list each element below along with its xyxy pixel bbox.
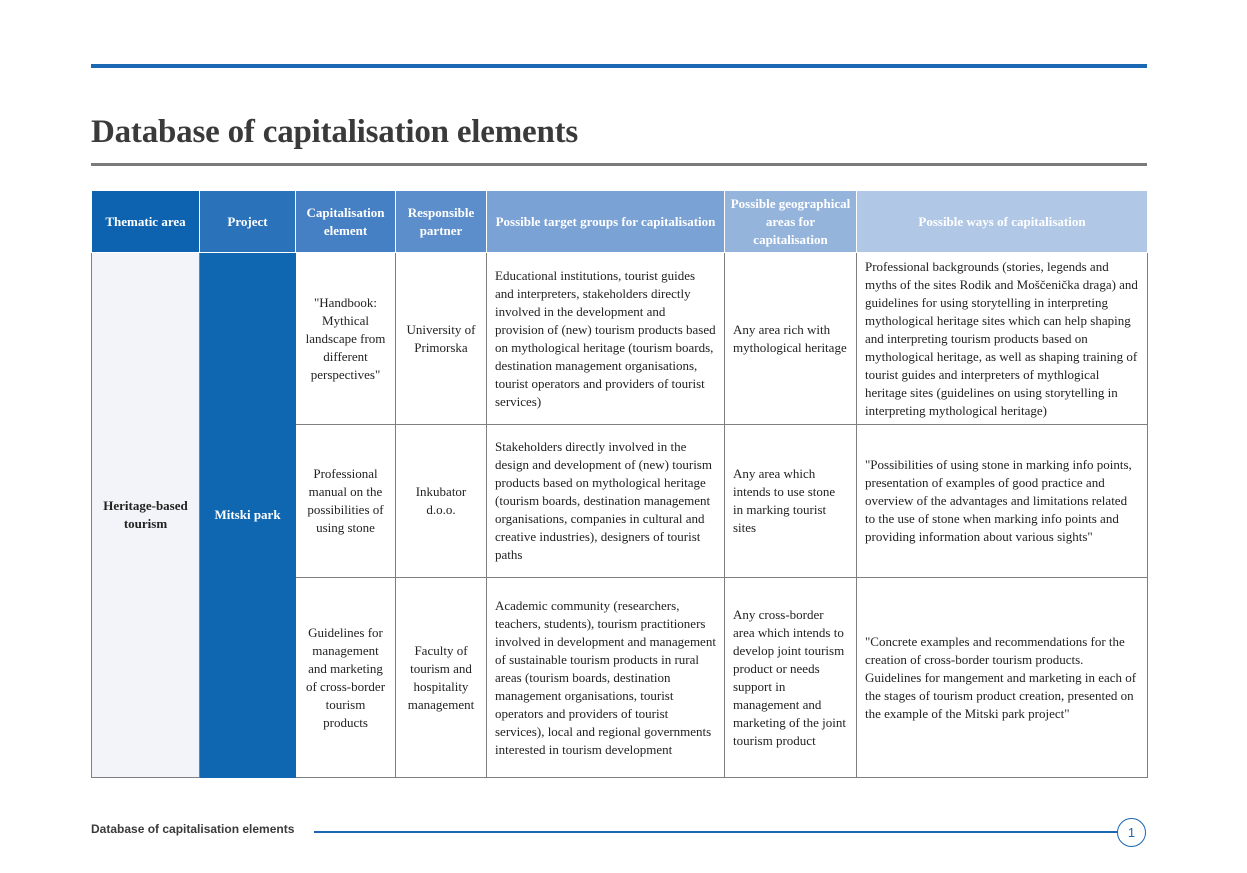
header-responsible-partner: Responsible partner [396,191,487,253]
capitalisation-element-cell: "Handbook: Mythical landscape from different perspectives" [296,253,396,425]
footer-rule [314,831,1118,833]
ways-of-capitalisation-cell: Professional backgrounds (stories, legends and myths of the sites Rodik and Moščenička draga) and guidelines for using storytelling in interpreting mythological heritage sites which can help shaping and interpreting tourism products based on mythological heritage, as well as shaping training of tourist guides and interpreters of mythlogical heritage sites (guidelines on using storytelling in interpreting mythological heritage) [857,253,1148,425]
target-groups-cell: Educational institutions, tourist guides and interpreters, stakeholders directly involved in the development and provision of (new) tourism products based on mythological heritage (tourism boards, destination management organisations, tourist operators and providers of tourist services) [487,253,725,425]
header-target-groups: Possible target groups for capitalisation [487,191,725,253]
project-cell: Mitski park [200,253,296,778]
top-accent-rule [91,64,1147,68]
target-groups-cell: Academic community (researchers, teachers, students), tourism practitioners involved in development and management of sustainable tourism products in rural areas (tourism boards, destination management organisations, tourist operators and providers of tourist services), local and regional governments interested in tourism development [487,578,725,778]
responsible-partner-cell: Inkubator d.o.o. [396,425,487,578]
geographical-areas-cell: Any cross-border area which intends to develop joint tourism product or needs support in management and marketing of the joint tourism product [725,578,857,778]
header-capitalisation-element: Capitalisation element [296,191,396,253]
table-row [92,253,1148,425]
responsible-partner-cell: Faculty of tourism and hospitality management [396,578,487,778]
ways-of-capitalisation-cell: "Concrete examples and recommendations for the creation of cross-border tourism products. Guidelines for mangement and marketing in each of the stages of tourism product creation, presented on the example of the Mitski park project" [857,578,1148,778]
page-number: 1 [1117,818,1146,847]
geographical-areas-cell: Any area rich with mythological heritage [725,253,857,425]
page-title: Database of capitalisation elements [91,114,579,150]
header-geographical-areas: Possible geographical areas for capitalisation [725,191,857,253]
title-underline [91,163,1147,166]
ways-of-capitalisation-cell: "Possibilities of using stone in marking info points, presentation of examples of good practice and overview of the advantages and limitations related to the use of stone when marking info points and providing information about various sights" [857,425,1148,578]
geographical-areas-cell: Any area which intends to use stone in marking tourist sites [725,425,857,578]
responsible-partner-cell: University of Primorska [396,253,487,425]
header-thematic-area: Thematic area [92,191,200,253]
header-project: Project [200,191,296,253]
table-header-row [92,191,1148,253]
target-groups-cell: Stakeholders directly involved in the design and development of (new) tourism products based on mythological heritage (tourism boards, destination management organisations, companies in cultural and creative industries), designers of tourist paths [487,425,725,578]
footer-label: Database of capitalisation elements [91,822,295,836]
capitalisation-table [91,190,1148,778]
header-ways-of-capitalisation: Possible ways of capitalisation [857,191,1148,253]
capitalisation-element-cell: Guidelines for management and marketing of cross-border tourism products [296,578,396,778]
capitalisation-element-cell: Professional manual on the possibilities of using stone [296,425,396,578]
thematic-area-cell: Heritage-based tourism [92,253,200,778]
